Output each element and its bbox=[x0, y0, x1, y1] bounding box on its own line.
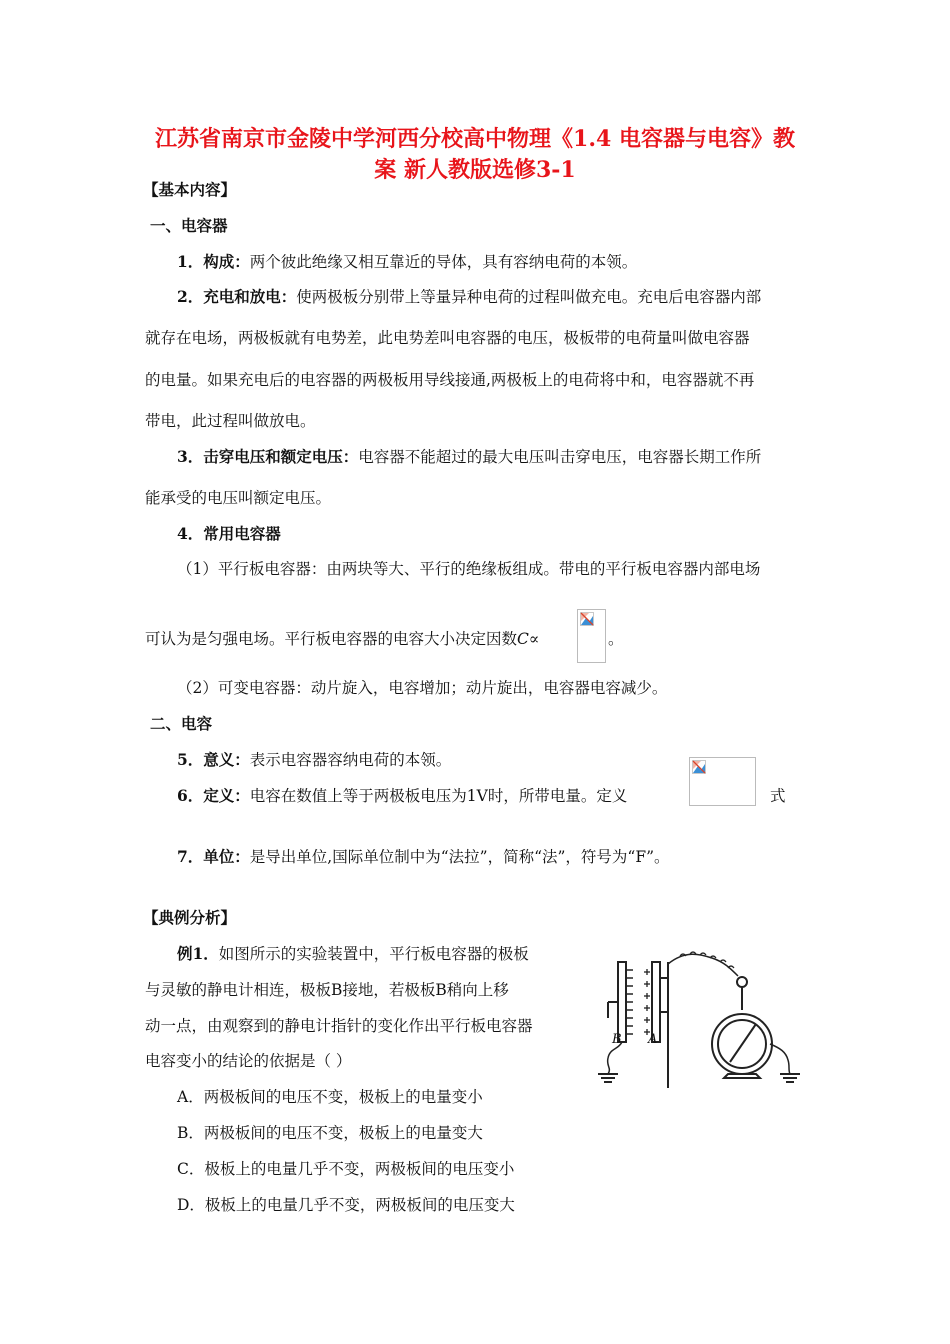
text-example1-2: 与灵敏的静电计相连，极板B接地，若极板B稍向上移 bbox=[145, 981, 509, 999]
broken-image-icon bbox=[580, 612, 594, 626]
text-parallel-plate-1: （1）平行板电容器：由两块等大、平行的绝缘板组成。带电的平行板电容器内部电场 bbox=[177, 560, 761, 578]
text-parallel-plate-2a: 可认为是匀强电场。平行板电容器的电容大小决定因数 bbox=[145, 630, 518, 648]
plate-b bbox=[618, 962, 626, 1042]
definition-formula-image-placeholder bbox=[689, 757, 756, 806]
text-definition-end: 式 bbox=[770, 787, 786, 805]
plate-a bbox=[652, 962, 660, 1042]
label-breakdown: 3．击穿电压和额定电压： bbox=[177, 447, 359, 466]
text-definition: 电容在数值上等于两极板电压为1V时，所带电量。定义 bbox=[249, 787, 628, 805]
label-unit: 7．单位： bbox=[177, 847, 250, 866]
text-example1-1: 如图所示的实验装置中，平行板电容器的极板 bbox=[218, 945, 529, 963]
electroscope-needle bbox=[730, 1024, 756, 1062]
label-composition: 1．构成： bbox=[177, 252, 250, 271]
formula-image-placeholder bbox=[577, 609, 606, 663]
text-breakdown-2: 能承受的电压叫额定电压。 bbox=[145, 489, 332, 507]
option-d: D．极板上的电量几乎不变，两极板间的电压变大 bbox=[177, 1196, 515, 1214]
paragraph-breakdown-voltage bbox=[177, 445, 761, 467]
text-charge-discharge-1: 使两极板分别带上等量异种电荷的过程叫做充电。充电后电容器内部 bbox=[296, 288, 762, 306]
text-parallel-plate-2 bbox=[145, 627, 539, 649]
broken-image-icon bbox=[692, 760, 706, 774]
figure-label-a: A bbox=[648, 1032, 658, 1047]
section-title-capacitance: 二、电容 bbox=[150, 714, 213, 733]
section-heading-example: 【典例分析】 bbox=[143, 908, 237, 927]
document-title-line2: 案 新人教版选修3-1 bbox=[374, 157, 576, 183]
paragraph-definition bbox=[177, 784, 627, 806]
option-a: A．两极板间的电压不变，极板上的电量变小 bbox=[177, 1088, 483, 1106]
label-example1: 例1． bbox=[177, 944, 219, 963]
text-parallel-plate-end: 。 bbox=[608, 630, 624, 648]
text-breakdown-1: 电容器不能超过的最大电压叫击穿电压，电容器长期工作所 bbox=[358, 448, 762, 466]
formula-proportional: C∝ bbox=[517, 630, 540, 648]
text-charge-discharge-3: 的电量。如果充电后的电容器的两极板用导线接通,两极板上的电荷将中和，电容器就不再 bbox=[145, 371, 755, 389]
text-example1-4: 电容变小的结论的依据是（ ） bbox=[145, 1052, 352, 1070]
figure-label-b: B bbox=[612, 1032, 622, 1047]
paragraph-charge-discharge-line1 bbox=[177, 285, 761, 307]
capacitor-electroscope-figure bbox=[590, 948, 810, 1088]
label-common-capacitors: 4．常用电容器 bbox=[177, 524, 281, 543]
text-charge-discharge-4: 带电，此过程叫做放电。 bbox=[145, 412, 316, 430]
text-example1-3: 动一点，由观察到的静电计指针的变化作出平行板电容器 bbox=[145, 1017, 533, 1035]
option-c: C．极板上的电量几乎不变，两极板间的电压变小 bbox=[177, 1160, 515, 1178]
label-meaning: 5．意义： bbox=[177, 750, 250, 769]
section-title-capacitor: 一、电容器 bbox=[150, 216, 228, 235]
example1-line1 bbox=[177, 942, 529, 964]
text-charge-discharge-2: 就存在电场，两极板就有电势差，此电势差叫电容器的电压，极板带的电荷量叫做电容器 bbox=[145, 329, 750, 347]
text-variable-capacitor: （2）可变电容器：动片旋入，电容增加；动片旋出，电容器电容减少。 bbox=[177, 679, 668, 697]
section-heading-basic: 【基本内容】 bbox=[143, 180, 237, 199]
paragraph-composition bbox=[177, 250, 637, 272]
label-charge-discharge: 2．充电和放电： bbox=[177, 287, 297, 306]
label-definition: 6．定义： bbox=[177, 786, 250, 805]
plate-a-charges bbox=[644, 969, 650, 1035]
plate-b-charges bbox=[627, 970, 633, 1034]
text-unit: 是导出单位,国际单位制中为“法拉”，简称“法”，符号为“F”。 bbox=[249, 848, 670, 866]
text-composition: 两个彼此绝缘又相互靠近的导体，具有容纳电荷的本领。 bbox=[249, 253, 638, 271]
document-title-line1: 江苏省南京市金陵中学河西分校高中物理《1.4 电容器与电容》教 bbox=[155, 126, 795, 152]
text-meaning: 表示电容器容纳电荷的本领。 bbox=[249, 751, 452, 769]
paragraph-unit bbox=[177, 845, 670, 867]
option-b: B．两极板间的电压不变，极板上的电量变大 bbox=[177, 1124, 483, 1142]
paragraph-meaning bbox=[177, 748, 451, 770]
